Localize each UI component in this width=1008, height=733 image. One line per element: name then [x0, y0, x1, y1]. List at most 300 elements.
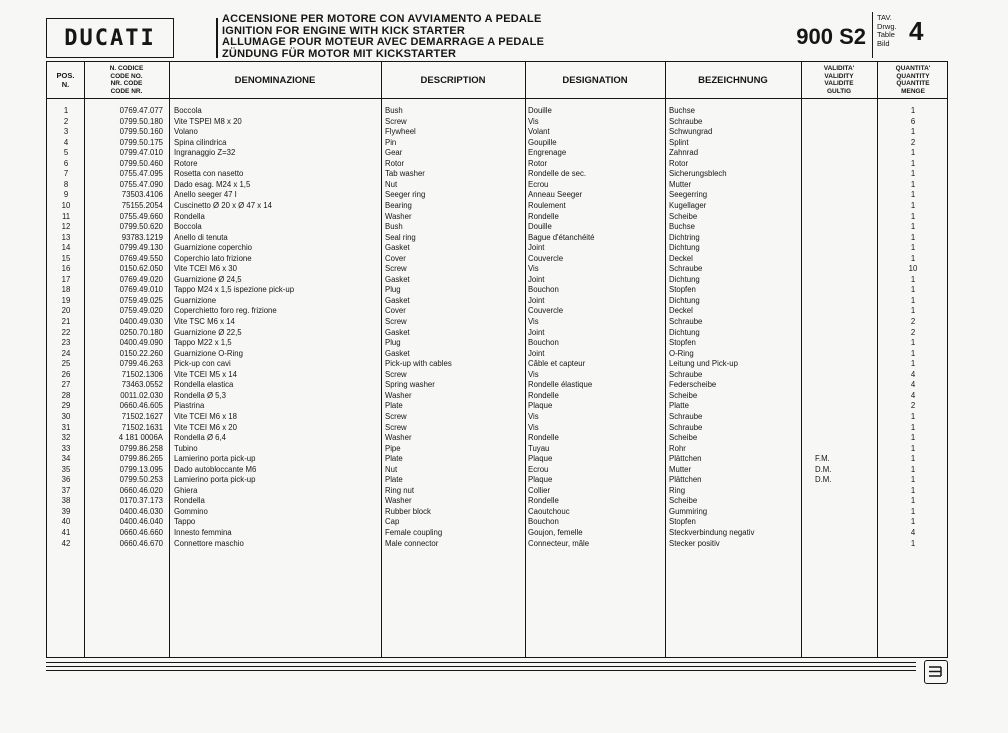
row-pos: 7	[63, 169, 69, 179]
row-code: 0799.47.010	[119, 148, 163, 158]
table-row	[47, 433, 949, 444]
row-bezeichnung: Deckel	[669, 253, 693, 263]
row-denominazione: Rondella	[174, 211, 205, 221]
row-designation: Tuyau	[528, 443, 550, 453]
row-pos: 9	[63, 190, 69, 200]
table-row	[47, 423, 949, 434]
table-row	[47, 486, 949, 497]
row-quantity: 1	[910, 179, 916, 189]
row-description: Flywheel	[385, 127, 416, 137]
row-bezeichnung: Gummiring	[669, 506, 708, 516]
row-code: 0250.70.180	[119, 327, 163, 337]
table-row	[47, 401, 949, 412]
row-description: Gasket	[385, 295, 410, 305]
row-description: Screw	[385, 369, 407, 379]
row-description: Rubber block	[385, 506, 431, 516]
row-bezeichnung: Scheibe	[669, 496, 698, 506]
row-denominazione: Cuscinetto Ø 20 x Ø 47 x 14	[174, 200, 272, 210]
row-pos: 41	[61, 528, 71, 537]
row-description: Tab washer	[385, 169, 425, 179]
row-description: Screw	[385, 116, 407, 126]
row-designation: Rondelle	[528, 211, 559, 221]
row-code: 0799.86.258	[119, 443, 163, 453]
row-designation: Joint	[528, 243, 545, 253]
row-description: Plate	[385, 401, 403, 411]
row-validity: F.M.	[815, 454, 830, 464]
table-row	[47, 412, 949, 423]
table-row	[47, 285, 949, 296]
row-denominazione: Connettore maschio	[174, 538, 244, 548]
table-row	[47, 317, 949, 328]
row-bezeichnung: Dichtung	[669, 274, 700, 284]
row-bezeichnung: Plättchen	[669, 475, 702, 485]
row-quantity: 1	[910, 411, 916, 421]
row-quantity: 1	[910, 295, 916, 305]
row-pos: 17	[61, 274, 71, 284]
row-code: 0150.62.050	[119, 264, 163, 274]
row-code: 0799.50.460	[119, 158, 163, 168]
row-description: Screw	[385, 264, 407, 274]
table-row	[47, 201, 949, 212]
drawing-titles	[222, 14, 782, 60]
row-quantity: 1	[910, 285, 916, 295]
row-denominazione: Vite TCEI M6 x 30	[174, 264, 237, 274]
row-bezeichnung: Schraube	[669, 411, 703, 421]
row-code: 0660.46.605	[119, 401, 163, 411]
row-pos: 10	[61, 200, 71, 210]
table-row	[47, 169, 949, 180]
row-code: 0400.46.040	[119, 517, 163, 527]
row-designation: Plaque	[528, 475, 553, 485]
row-code: 0799.50.175	[119, 137, 163, 147]
row-designation: Couvercle	[528, 253, 564, 263]
row-bezeichnung: Stopfen	[669, 517, 696, 527]
row-bezeichnung: Stopfen	[669, 285, 696, 295]
row-description: Nut	[385, 464, 398, 474]
row-description: Pin	[385, 137, 397, 147]
row-description: Plug	[385, 338, 401, 348]
row-description: Gear	[385, 148, 403, 158]
row-quantity: 1	[910, 158, 916, 168]
row-code: 0400.49.090	[119, 338, 163, 348]
row-quantity: 1	[910, 200, 916, 210]
table-row	[47, 127, 949, 138]
row-bezeichnung: Dichtung	[669, 295, 700, 305]
row-code: 0755.49.660	[119, 211, 163, 221]
row-validity: D.M.	[815, 475, 832, 485]
row-pos: 4	[63, 137, 69, 147]
column-header-description: DESCRIPTION	[420, 74, 486, 86]
row-denominazione: Boccola	[174, 106, 202, 115]
table-number: 4	[909, 16, 924, 46]
row-designation: Collier	[528, 485, 551, 495]
row-description: Gasket	[385, 274, 410, 284]
row-bezeichnung: Deckel	[669, 306, 693, 316]
row-code: 0755.47.090	[119, 179, 163, 189]
row-denominazione: Rondella elastica	[174, 380, 234, 390]
row-pos: 5	[63, 148, 69, 158]
row-designation: Engrenage	[528, 148, 567, 158]
row-code: 71502.1627	[121, 411, 163, 421]
row-code: 0011.02.030	[120, 390, 163, 400]
row-description: Gasket	[385, 243, 410, 253]
table-row	[47, 190, 949, 201]
row-pos: 35	[61, 464, 71, 474]
row-code: 0799.86.265	[119, 454, 163, 464]
row-pos: 42	[61, 538, 71, 548]
row-code: 71502.1631	[121, 422, 163, 432]
row-denominazione: Dado autobloccante M6	[174, 464, 257, 474]
row-description: Plug	[385, 285, 401, 295]
row-denominazione: Guarnizione Ø 22,5	[174, 327, 242, 337]
row-denominazione: Rondella Ø 6,4	[174, 433, 227, 443]
row-description: Seeger ring	[385, 190, 426, 200]
row-pos: 20	[61, 306, 71, 316]
row-denominazione: Gommino	[174, 506, 208, 516]
row-designation: Vis	[528, 116, 539, 126]
row-quantity: 4	[910, 528, 916, 537]
row-description: Screw	[385, 422, 407, 432]
column-header-pos: POS. N.	[56, 71, 75, 89]
row-designation: Câble et capteur	[528, 359, 586, 369]
row-bezeichnung: Scheibe	[669, 390, 698, 400]
row-description: Washer	[385, 433, 412, 443]
column-header-designation: DESIGNATION	[562, 74, 628, 86]
row-denominazione: Coperchietto foro reg. frizione	[174, 306, 277, 316]
row-pos: 28	[61, 390, 71, 400]
row-pos: 22	[61, 327, 71, 337]
row-description: Bush	[385, 222, 403, 232]
table-row	[47, 528, 949, 539]
row-quantity: 1	[910, 454, 916, 464]
row-designation: Rondelle	[528, 496, 559, 506]
table-row	[47, 306, 949, 317]
row-denominazione: Ingranaggio Z=32	[174, 148, 236, 158]
row-designation: Joint	[528, 327, 545, 337]
table-row	[47, 275, 949, 286]
row-pos: 6	[63, 158, 69, 168]
row-quantity: 1	[910, 517, 916, 527]
row-denominazione: Tappo M22 x 1,5	[174, 338, 232, 348]
row-pos: 26	[61, 369, 71, 379]
row-denominazione: Vite TCEI M6 x 18	[174, 411, 237, 421]
row-designation: Couvercle	[528, 306, 564, 316]
row-code: 0400.49.030	[119, 317, 163, 326]
table-row	[47, 380, 949, 391]
table-row	[47, 138, 949, 149]
row-pos: 21	[61, 317, 71, 326]
row-quantity: 4	[910, 390, 916, 400]
row-pos: 19	[61, 295, 71, 305]
row-quantity: 1	[910, 506, 916, 516]
row-denominazione: Anello seeger 47 I	[174, 190, 237, 200]
page-header	[46, 12, 948, 60]
row-denominazione: Dado esag. M24 x 1,5	[174, 179, 251, 189]
row-description: Washer	[385, 496, 412, 506]
row-pos: 40	[61, 517, 71, 527]
row-description: Bush	[385, 106, 403, 115]
table-row	[47, 517, 949, 528]
table-row	[47, 465, 949, 476]
header-divider	[216, 18, 218, 58]
row-designation: Joint	[528, 295, 545, 305]
row-bezeichnung: Dichtung	[669, 243, 700, 253]
row-code: 0755.47.095	[119, 169, 163, 179]
table-row	[47, 233, 949, 244]
row-pos: 38	[61, 496, 71, 506]
row-designation: Bouchon	[528, 517, 559, 527]
row-denominazione: Volano	[174, 127, 198, 137]
row-bezeichnung: O-Ring	[669, 348, 694, 358]
table-row	[47, 507, 949, 518]
table-row	[47, 148, 949, 159]
table-row	[47, 338, 949, 349]
row-bezeichnung: Schraube	[669, 264, 703, 274]
row-code: 0799.13.095	[119, 464, 163, 474]
row-pos: 25	[61, 359, 71, 369]
table-row	[47, 349, 949, 360]
table-row	[47, 539, 949, 550]
row-code: 0799.50.160	[119, 127, 163, 137]
row-quantity: 2	[910, 317, 916, 326]
row-quantity: 1	[910, 232, 916, 242]
row-denominazione: Vite TSPEI M8 x 20	[174, 116, 242, 126]
row-quantity: 1	[910, 538, 916, 548]
row-description: Screw	[385, 317, 407, 326]
row-code: 0660.46.670	[119, 538, 163, 548]
row-bezeichnung: Ring	[669, 485, 686, 495]
row-bezeichnung: Buchse	[669, 222, 696, 232]
row-quantity: 1	[910, 253, 916, 263]
row-denominazione: Coperchio lato frizione	[174, 253, 252, 263]
row-description: Pipe	[385, 443, 401, 453]
next-page-icon	[924, 660, 948, 684]
row-description: Ring nut	[385, 485, 415, 495]
row-designation: Rondelle	[528, 390, 559, 400]
row-quantity: 1	[910, 243, 916, 253]
row-denominazione: Pick-up con cavi	[174, 359, 231, 369]
title-english: IGNITION FOR ENGINE WITH KICK STARTER	[222, 24, 466, 37]
table-row	[47, 370, 949, 381]
row-quantity: 1	[910, 485, 916, 495]
row-description: Spring washer	[385, 380, 435, 390]
row-bezeichnung: Steckverbindung negativ	[669, 528, 755, 537]
row-pos: 36	[61, 475, 71, 485]
row-bezeichnung: Rotor	[669, 158, 689, 168]
row-designation: Bouchon	[528, 338, 559, 348]
row-description: Cap	[385, 517, 400, 527]
row-code: 71502.1306	[121, 369, 163, 379]
row-pos: 23	[61, 338, 71, 348]
row-bezeichnung: Seegerring	[669, 190, 708, 200]
row-code: 0799.50.620	[119, 222, 163, 232]
row-description: Washer	[385, 390, 412, 400]
row-designation: Vis	[528, 317, 539, 326]
row-quantity: 1	[910, 496, 916, 506]
row-code: 0799.49.130	[119, 243, 163, 253]
row-denominazione: Tubino	[174, 443, 198, 453]
table-row	[47, 106, 949, 117]
row-pos: 30	[61, 411, 71, 421]
table-row	[47, 264, 949, 275]
row-bezeichnung: Schraube	[669, 422, 703, 432]
brand-logo-text: DUCATI	[64, 25, 156, 51]
row-quantity: 2	[910, 401, 916, 411]
row-pos: 16	[61, 264, 71, 274]
row-denominazione: Guarnizione Ø 24,5	[174, 274, 242, 284]
row-pos: 32	[61, 433, 71, 443]
title-italian: ACCENSIONE PER MOTORE CON AVVIAMENTO A PEDALE	[222, 13, 542, 25]
row-description: Gasket	[385, 327, 410, 337]
row-quantity: 2	[910, 327, 916, 337]
row-quantity: 1	[910, 338, 916, 348]
row-code: 4 181 0006A	[118, 433, 163, 443]
column-header-code: N. CODICE CODE NO. NR. CODE CODE NR.	[109, 65, 144, 95]
column-header-denominazione: DENOMINAZIONE	[234, 74, 316, 86]
row-bezeichnung: Dichtung	[669, 327, 700, 337]
row-description: Male connector	[385, 538, 439, 548]
row-designation: Goupille	[528, 137, 557, 147]
column-header-bezeichnung: BEZEICHNUNG	[698, 74, 768, 86]
row-quantity: 6	[910, 116, 916, 126]
row-designation: Douille	[528, 106, 552, 115]
row-description: Female coupling	[385, 528, 443, 537]
table-row	[47, 117, 949, 128]
row-denominazione: Boccola	[174, 222, 202, 232]
row-code: 0150.22.260	[119, 348, 163, 358]
column-header-validity: VALIDITA' VALIDITY VALIDITE GULTIG	[823, 65, 855, 95]
row-denominazione: Vite TSC M6 x 14	[174, 317, 235, 326]
row-denominazione: Vite TCEI M6 x 20	[174, 422, 237, 432]
row-bezeichnung: Rohr	[669, 443, 686, 453]
row-pos: 31	[61, 422, 71, 432]
row-code: 73503.4106	[121, 190, 163, 200]
row-pos: 27	[61, 380, 71, 390]
table-row	[47, 180, 949, 191]
table-row	[47, 496, 949, 507]
row-designation: Douille	[528, 222, 552, 232]
row-denominazione: Rotore	[174, 158, 198, 168]
table-row	[47, 296, 949, 307]
table-row	[47, 444, 949, 455]
row-pos: 29	[61, 401, 71, 411]
row-code: 0799.50.253	[119, 475, 163, 485]
row-quantity: 1	[910, 464, 916, 474]
table-row	[47, 475, 949, 486]
row-designation: Vis	[528, 264, 539, 274]
row-quantity: 1	[910, 359, 916, 369]
row-bezeichnung: Plättchen	[669, 454, 702, 464]
table-row	[47, 254, 949, 265]
row-quantity: 1	[910, 433, 916, 443]
row-denominazione: Anello di tenuta	[174, 232, 228, 242]
row-pos: 14	[61, 243, 71, 253]
row-quantity: 1	[910, 306, 916, 316]
row-designation: Rondelle	[528, 433, 559, 443]
row-description: Nut	[385, 179, 398, 189]
row-bezeichnung: Kugellager	[669, 200, 707, 210]
row-pos: 8	[63, 179, 69, 189]
row-quantity: 10	[908, 264, 918, 274]
row-designation: Rotor	[528, 158, 548, 168]
row-denominazione: Guarnizione coperchio	[174, 243, 253, 253]
row-bezeichnung: Mutter	[669, 464, 692, 474]
row-description: Seal ring	[385, 232, 416, 242]
row-pos: 18	[61, 285, 71, 295]
table-row	[47, 328, 949, 339]
row-code: 0769.49.010	[119, 285, 163, 295]
model-code: 900 S2	[796, 24, 866, 49]
row-quantity: 1	[910, 348, 916, 358]
table-row	[47, 222, 949, 233]
row-bezeichnung: Stecker positiv	[669, 538, 720, 548]
row-denominazione: Rosetta con nasetto	[174, 169, 244, 179]
row-designation: Ecrou	[528, 464, 549, 474]
row-bezeichnung: Schraube	[669, 317, 703, 326]
row-bezeichnung: Stopfen	[669, 338, 696, 348]
table-row	[47, 243, 949, 254]
row-code: 93783.1219	[121, 232, 163, 242]
row-denominazione: Lamierino porta pick-up	[174, 454, 256, 464]
row-bezeichnung: Splint	[669, 137, 689, 147]
row-code: 0769.49.550	[119, 253, 163, 263]
row-designation: Rondelle élastique	[528, 380, 593, 390]
row-quantity: 1	[910, 211, 916, 221]
row-description: Cover	[385, 306, 406, 316]
row-pos: 13	[61, 232, 71, 242]
row-designation: Vis	[528, 369, 539, 379]
row-quantity: 1	[910, 422, 916, 432]
row-pos: 2	[63, 116, 69, 126]
row-bezeichnung: Platte	[669, 401, 689, 411]
row-validity: D.M.	[815, 464, 832, 474]
row-denominazione: Rondella Ø 5,3	[174, 390, 227, 400]
row-bezeichnung: Scheibe	[669, 433, 698, 443]
row-quantity: 1	[910, 475, 916, 485]
table-label: TAV. Drwg. Table Bild	[877, 13, 897, 48]
row-designation: Plaque	[528, 401, 553, 411]
row-denominazione: Lamierino porta pick-up	[174, 475, 256, 485]
row-code: 0759.49.020	[119, 306, 163, 316]
title-german: ZÜNDUNG FÜR MOTOR MIT KICKSTARTER	[222, 47, 457, 60]
row-quantity: 4	[910, 369, 916, 379]
row-bezeichnung: Zahnrad	[669, 148, 699, 158]
row-pos: 24	[61, 348, 71, 358]
table-number-box	[872, 12, 949, 58]
row-bezeichnung: Dichtring	[669, 232, 700, 242]
row-denominazione: Tappo M24 x 1,5 ispezione pick-up	[174, 285, 295, 295]
row-quantity: 1	[910, 169, 916, 179]
row-quantity: 1	[910, 190, 916, 200]
table-row	[47, 391, 949, 402]
row-designation: Vis	[528, 422, 539, 432]
row-code: 0400.46.030	[119, 506, 163, 516]
parts-table	[46, 61, 948, 658]
table-row	[47, 454, 949, 465]
footer-rule	[46, 662, 916, 663]
row-description: Pick-up with cables	[385, 359, 452, 369]
row-pos: 12	[61, 222, 71, 232]
row-pos: 1	[63, 106, 69, 115]
row-pos: 34	[61, 454, 71, 464]
row-designation: Plaque	[528, 454, 553, 464]
row-designation: Joint	[528, 274, 545, 284]
row-denominazione: Rondella	[174, 496, 205, 506]
row-denominazione: Tappo	[174, 517, 196, 527]
row-bezeichnung: Leitung und Pick-up	[669, 359, 738, 369]
row-pos: 3	[63, 127, 69, 137]
row-code: 0799.46.263	[119, 359, 163, 369]
